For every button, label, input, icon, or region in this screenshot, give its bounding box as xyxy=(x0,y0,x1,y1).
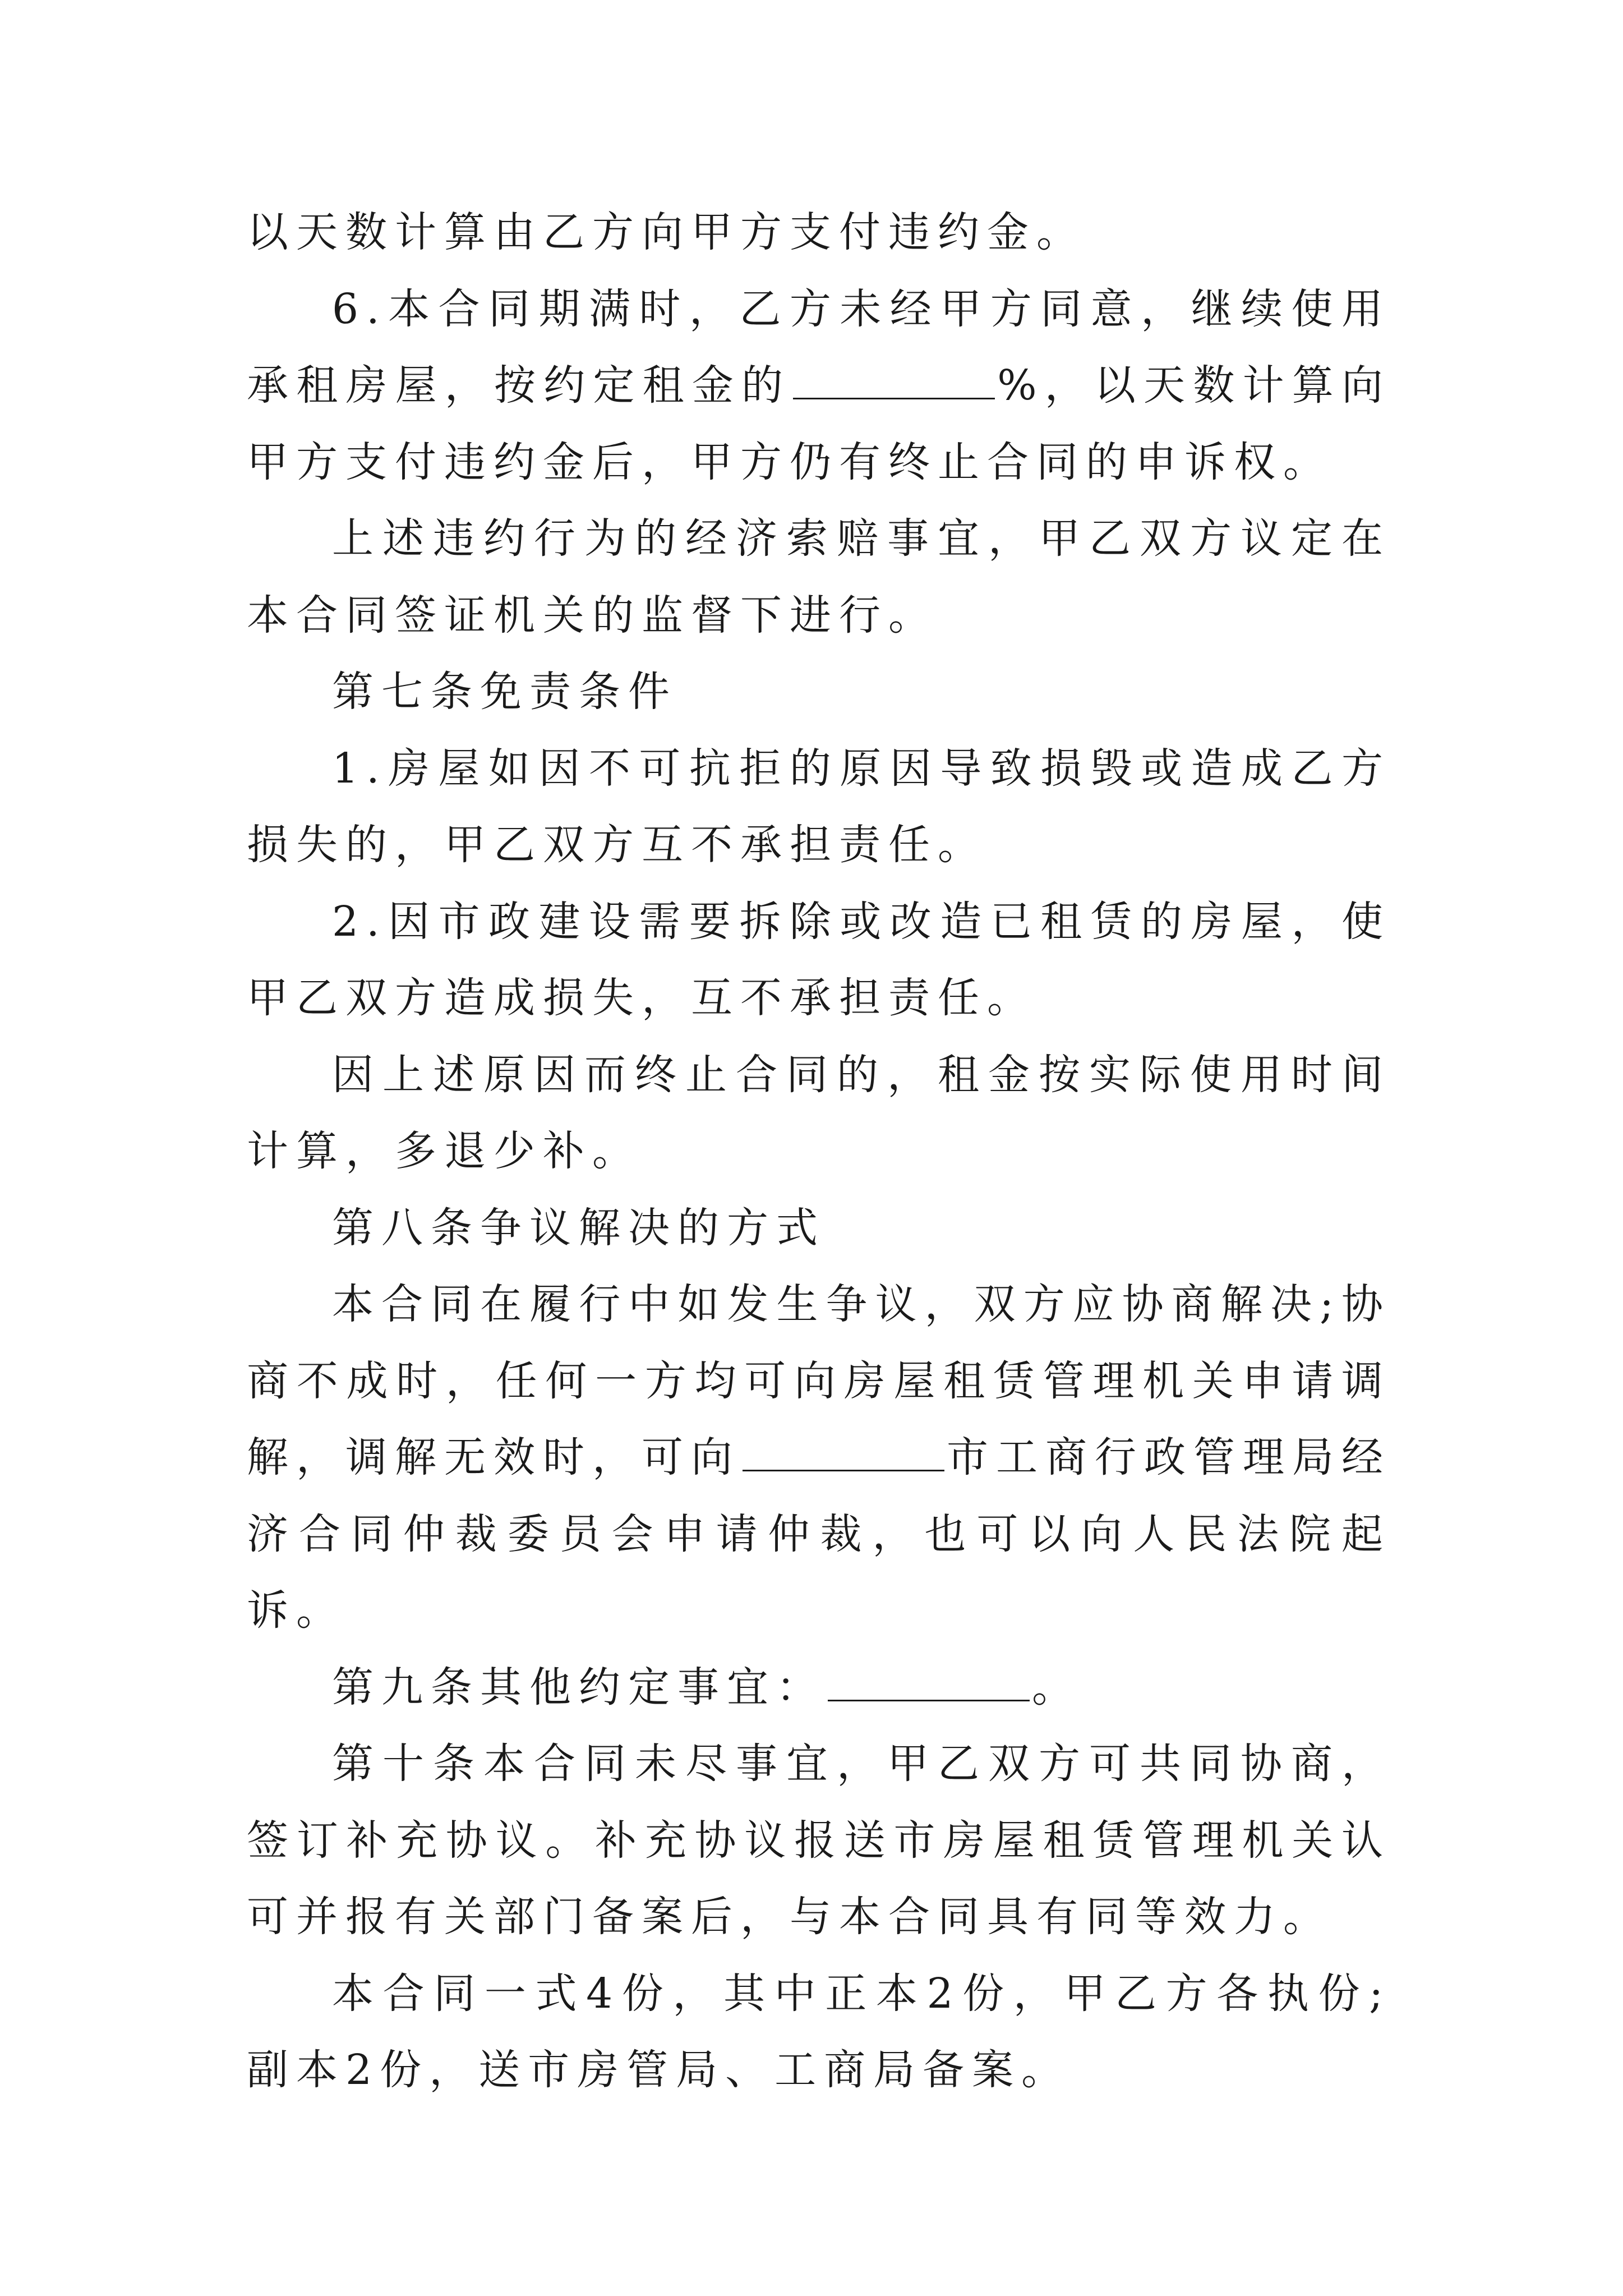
paragraph-text: 6.本合同期满时，乙方未经甲方同意，继续使用承租房屋，按约定租金的 xyxy=(247,284,1391,409)
paragraph-article-7-item-1 xyxy=(247,730,1391,884)
paragraph-text: 2.因市政建设需要拆除或改造已租赁的房屋，使甲乙双方造成损失，互不承担责任。 xyxy=(247,897,1391,1022)
heading-text: 第八条争议解决的方式 xyxy=(332,1203,826,1252)
heading-text: 第七条免责条件 xyxy=(332,668,677,716)
paragraph-text: 本合同一式4份，其中正本2份，甲乙方各执份;副本2份，送市房管局、工商局备案。 xyxy=(247,1969,1391,2094)
paragraph-claims xyxy=(247,500,1391,654)
paragraph-text: 第九条其他约定事宜： xyxy=(332,1663,826,1711)
paragraph-penalty-continued xyxy=(247,194,1391,271)
paragraph-copies xyxy=(247,1955,1391,2109)
fill-in-blank-other-matters xyxy=(828,1656,1030,1701)
paragraph-article-10 xyxy=(247,1726,1391,1955)
paragraph-text: 上述违约行为的经济索赔事宜，甲乙双方议定在本合同签证机关的监督下进行。 xyxy=(247,514,1391,639)
paragraph-text: 第十条本合同未尽事宜，甲乙双方可共同协商，签订补充协议。补充协议报送市房屋租赁管理机关认可并报有关部门备案后，与本合同具有同等效力。 xyxy=(247,1740,1391,1941)
fill-in-blank-percentage xyxy=(793,354,995,399)
heading-article-8 xyxy=(247,1190,1391,1267)
heading-article-7 xyxy=(247,654,1391,730)
paragraph-text: 因上述原因而终止合同的，租金按实际使用时间计算，多退少补。 xyxy=(247,1050,1391,1175)
paragraph-text: 以天数计算由乙方向甲方支付违约金。 xyxy=(247,208,1086,256)
paragraph-clause-6 xyxy=(247,271,1391,501)
paragraph-article-7-item-2 xyxy=(247,884,1391,1037)
paragraph-dispute-resolution xyxy=(247,1266,1391,1649)
fill-in-blank-city xyxy=(743,1426,944,1471)
paragraph-text: %，以天数计算向甲方支付违约金后，甲方仍有终止合同的申诉权。 xyxy=(247,361,1391,486)
paragraph-article-9 xyxy=(247,1649,1391,1726)
contract-body xyxy=(247,194,1391,2109)
paragraph-text: 。 xyxy=(1032,1663,1081,1711)
paragraph-text: 本合同在履行中如发生争议，双方应协商解决;协商不成时，任何一方均可向房屋租赁管理机关申请调解，调解无效时，可向 xyxy=(247,1280,1391,1481)
paragraph-rent-settlement xyxy=(247,1037,1391,1190)
paragraph-text: 市工商行政管理局经济合同仲裁委员会申请仲裁，也可以向人民法院起诉。 xyxy=(247,1433,1391,1635)
paragraph-text: 1.房屋如因不可抗拒的原因导致损毁或造成乙方损失的，甲乙双方互不承担责任。 xyxy=(247,744,1391,869)
